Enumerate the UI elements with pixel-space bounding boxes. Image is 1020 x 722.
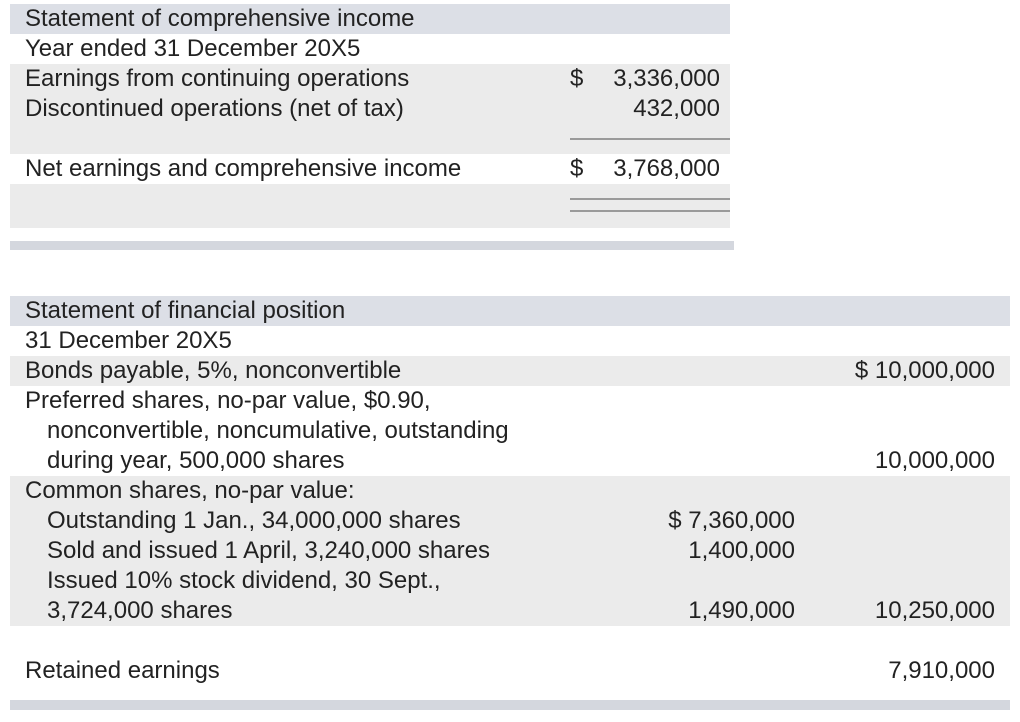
row-value: $ 10,000,000 xyxy=(854,357,995,384)
row-label: during year, 500,000 shares xyxy=(47,447,345,474)
row-label: Retained earnings xyxy=(25,657,220,684)
table-row xyxy=(10,476,1010,506)
row-label: 3,724,000 shares xyxy=(47,597,233,624)
table-row xyxy=(10,446,1010,476)
row-label: Sold and issued 1 April, 3,240,000 shares xyxy=(47,537,490,564)
table-row xyxy=(10,656,1010,686)
row-label: Outstanding 1 Jan., 34,000,000 shares xyxy=(47,507,461,534)
total-value: 3,768,000 xyxy=(613,155,720,182)
row-value: 10,000,000 xyxy=(874,447,995,474)
row-label: Preferred shares, no-par value, $0.90, xyxy=(25,387,431,414)
position-title-row xyxy=(10,296,1010,326)
position-title: Statement of financial position xyxy=(25,297,346,324)
section-divider xyxy=(10,700,1010,710)
table-row xyxy=(10,596,1010,626)
subtotal-rule xyxy=(570,138,730,140)
position-date: 31 December 20X5 xyxy=(25,327,232,354)
income-title: Statement of comprehensive income xyxy=(25,5,415,32)
table-row xyxy=(10,64,730,94)
table-row xyxy=(10,506,1010,536)
table-row xyxy=(10,566,1010,596)
row-value: 10,250,000 xyxy=(874,597,995,624)
dollar-sign: $ xyxy=(570,65,584,92)
row-label: Earnings from continuing operations xyxy=(25,65,410,92)
income-period: Year ended 31 December 20X5 xyxy=(25,35,361,62)
double-rule-top xyxy=(570,198,730,200)
total-row xyxy=(10,154,730,184)
row-label: nonconvertible, noncumulative, outstanding xyxy=(47,417,509,444)
table-row xyxy=(10,416,1010,446)
table-row xyxy=(10,94,730,124)
income-period-row xyxy=(10,34,730,64)
table-row xyxy=(10,386,1010,416)
position-date-row xyxy=(10,326,1010,356)
row-value: 7,910,000 xyxy=(888,657,995,684)
row-value: 3,336,000 xyxy=(613,65,720,92)
row-label: Discontinued operations (net of tax) xyxy=(25,95,404,122)
table-row xyxy=(10,356,1010,386)
row-label: Issued 10% stock dividend, 30 Sept., xyxy=(47,567,441,594)
spacer-row xyxy=(10,184,730,228)
double-rule-bottom xyxy=(570,210,730,212)
row-subvalue: $ 7,360,000 xyxy=(668,507,795,534)
spacer-row xyxy=(10,626,1010,656)
row-subvalue: 1,490,000 xyxy=(688,597,795,624)
dollar-sign: $ xyxy=(570,155,584,182)
income-title-row xyxy=(10,4,730,34)
row-label: Common shares, no-par value: xyxy=(25,477,355,504)
section-divider xyxy=(10,241,734,250)
total-label: Net earnings and comprehensive income xyxy=(25,155,462,182)
table-row xyxy=(10,536,1010,566)
row-subvalue: 1,400,000 xyxy=(688,537,795,564)
row-value: 432,000 xyxy=(633,95,720,122)
row-label: Bonds payable, 5%, nonconvertible xyxy=(25,357,402,384)
